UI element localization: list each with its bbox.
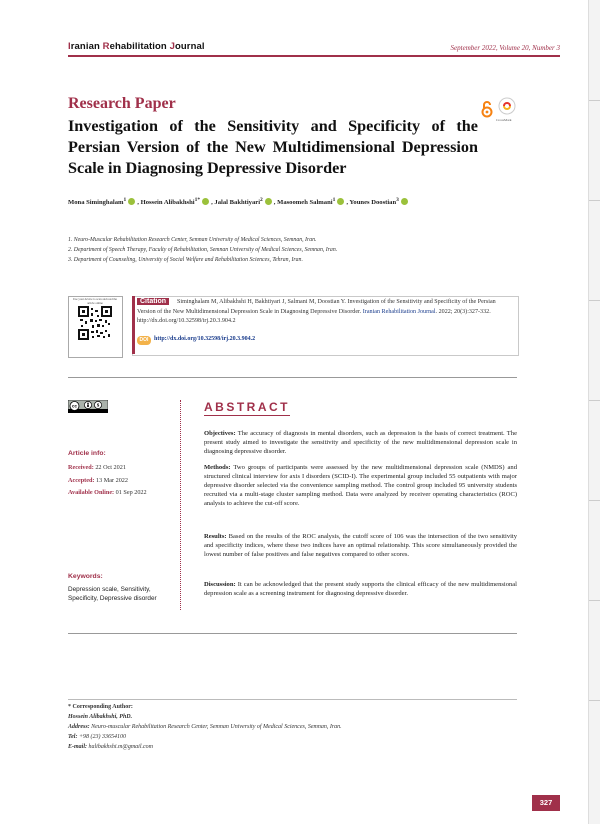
corresponding-address: Address: Neuro-muscular Rehabilitation Research Center, Semnan University of Medical Sciences, Semnan, Iran. <box>68 724 342 730</box>
open-access-icon[interactable] <box>480 100 494 118</box>
abstract-objectives: Objectives: The accuracy of diagnosis in mental disorders, such as depression is the basis of correct treatment. The present study aimed to investigate the sensitivity and specificity of the new multidimensional depression scale in diagnosing depressive disorder. <box>204 430 517 455</box>
keywords-heading: Keywords: <box>68 573 103 580</box>
author-name: Jalal Bakhtiyari <box>214 199 261 207</box>
article-title: Investigation of the Sensitivity and Specificity of the Persian Version of the New Multidimensional Depression Scale in Diagnosing Depressive Disorder <box>68 117 478 177</box>
affiliation-2: 2. Department of Speech Therapy, Faculty of Rehabilitation, Semnan University of Medical Sciences, Semnan, Iran. <box>68 247 338 253</box>
corresponding-tel: Tel: +98 (23) 33654100 <box>68 734 126 740</box>
corresponding-heading: * Corresponding Author: <box>68 704 133 710</box>
orcid-icon[interactable] <box>265 198 272 205</box>
citation-label: Citation <box>137 298 169 305</box>
crossmark-icon[interactable] <box>498 97 516 119</box>
orcid-icon[interactable] <box>202 198 209 205</box>
orcid-icon[interactable] <box>337 198 344 205</box>
crossmark-label: CrossMark <box>496 118 512 122</box>
journal-name: Iranian Rehabilitation Journal <box>68 41 205 52</box>
orcid-icon[interactable] <box>401 198 408 205</box>
page-edge-strip <box>588 0 600 824</box>
doi-icon: DOI <box>137 336 151 345</box>
orcid-icon[interactable] <box>128 198 135 205</box>
qr-caption: Use your device to scan and read the article online <box>72 297 118 305</box>
cc-by-nc-license-icon[interactable] <box>68 400 108 413</box>
keywords-text: Depression scale, Sensitivity, Specificity, Depressive disorder <box>68 586 157 602</box>
svg-text:cc: cc <box>71 403 78 409</box>
qr-code-icon[interactable] <box>78 306 112 340</box>
author-name: Masoomeh Salmani <box>277 199 333 207</box>
corresponding-email: E-mail: halibakhshi.m@gmail.com <box>68 744 154 750</box>
affiliation-3: 3. Department of Counseling, University of Social Welfare and Rehabilitation Sciences, Tehran, Iran. <box>68 257 303 263</box>
section-rule <box>68 377 517 378</box>
affiliation-1: 1. Neuro-Muscular Rehabilitation Research Center, Semnan University of Medical Sciences, Semnan, Iran. <box>68 237 317 243</box>
abstract-heading: ABSTRACT <box>204 400 290 414</box>
issue-info: September 2022, Volume 20, Number 3 <box>450 44 560 52</box>
header-rule <box>68 55 560 57</box>
footnote-rule <box>68 699 517 700</box>
author-name: Hossein Alibakhshi <box>140 199 195 207</box>
abstract-results: Results: Based on the results of the ROC analysis, the cutoff score of 106 was the intersection of the two sensitivity and specificity indices, where these two indices have an optimal relationship. This score simultaneously provided the lowest number of false positives and false negatives compared to other scores. <box>204 533 518 558</box>
citation-accent <box>132 296 135 354</box>
abstract-discussion: Discussion: It can be acknowledged that the present study supports the clinical efficacy of the new multidimensional depression scale as a screening instrument for diagnosing depressive disorder. <box>204 581 517 597</box>
article-type: Research Paper <box>68 95 176 112</box>
citation-text: Siminghalam M, Alibakhshi H, Bakhtiyari J, Salmani M, Doostian Y. Investigation of the Sensitivity and Specificity of the Persian Version of the New Multidimensional Depression Scale in Diagnosing Depressive Disorder. Iranian Rehabilitation Journal. 2022; 20(3):327-332. http://dx.doi.org/10.32598/irj.20.3.904.2 <box>137 299 496 325</box>
author-name: Younes Doostian <box>349 199 397 207</box>
column-divider <box>180 400 181 610</box>
corresponding-name: Hossein Alibakhshi, PhD. <box>68 714 133 720</box>
author-name: Mona Siminghalam <box>68 199 124 207</box>
author-list: Mona Siminghalam$^1$ , Hossein Alibakhshi$^{1*}$ , Jalal Bakhtiyari$^2$ , Masoomeh Salmani$^1$ , Younes Doostian$^3$ <box>68 197 538 206</box>
online-date: Available Online: 01 Sep 2022 <box>68 489 147 496</box>
citation-journal: Iranian Rehabilitation Journal <box>362 308 436 315</box>
doi-link[interactable]: http://dx.doi.org/10.32598/irj.20.3.904.2 <box>154 336 256 342</box>
svg-text:$: $ <box>96 402 100 408</box>
accepted-date: Accepted: 13 Mar 2022 <box>68 477 128 484</box>
article-info-heading: Article info: <box>68 450 106 457</box>
abstract-methods: Methods: Two groups of participants were assessed by the new multidimensional depression scale (NMDS) and structured clinical interview for axis I disorders (SCID-I). The experimental group included 55 outpatients with major depressive disorder selected via the convenience sampling method. The control group included 95 university students recruited via a multi-stage cluster sampling method. Data were analyzed by receiver operating characteristics (ROC) analysis to achieve the cut-off score. <box>204 464 517 507</box>
received-date: Received: 22 Oct 2021 <box>68 464 126 471</box>
section-rule <box>68 633 517 634</box>
page-number: 327 <box>532 795 560 811</box>
